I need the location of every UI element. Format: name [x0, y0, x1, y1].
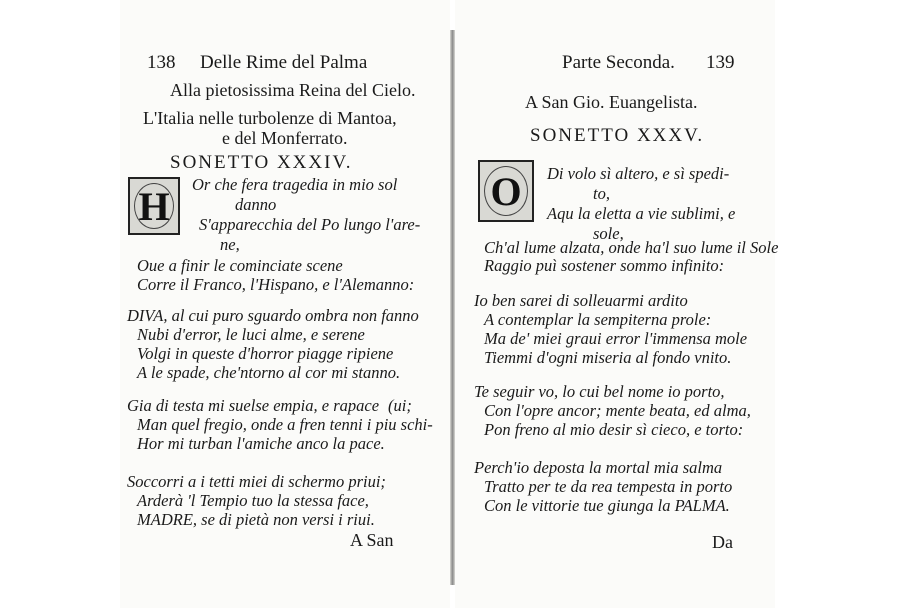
right-running-head: Parte Seconda. — [562, 52, 675, 73]
catchword-right: Da — [712, 532, 733, 552]
poem-title-line-1: L'Italia nelle turbolenze di Mantoa, — [143, 108, 397, 128]
decorated-initial-left — [128, 177, 180, 235]
verse-line: Oue a finir le cominciate scene — [137, 256, 343, 275]
dedication-line: Alla pietosissima Reina del Cielo. — [170, 80, 416, 100]
verse-line: Perch'io deposta la mortal mia salma — [474, 458, 723, 477]
verse-line: Ch'al lume alzata, onde ha'l suo lume il Sole — [484, 238, 779, 257]
verse-line: Or che fera tragedia in mio sol — [192, 175, 398, 194]
decorated-initial-right — [478, 160, 534, 222]
left-running-head: Delle Rime del Palma — [200, 52, 368, 73]
verse-line: Con l'opre ancor; mente beata, ed alma, — [484, 401, 751, 420]
sonnet-heading-left: SONETTO XXXIV. — [170, 152, 353, 173]
verse-line: to, — [593, 184, 610, 203]
left-page-number: 138 — [147, 52, 176, 73]
verse-line: Gia di testa mi suelse empia, e rapace — [127, 396, 380, 415]
verse-line: A contemplar la sempiterna prole: — [484, 310, 712, 329]
verse-line: Corre il Franco, l'Hispano, e l'Alemanno: — [137, 275, 415, 294]
sonnet-heading-right: SONETTO XXXV. — [530, 125, 705, 146]
poem-title-right: A San Gio. Euangelista. — [525, 92, 698, 112]
verse-line: ne, — [220, 235, 240, 254]
verse-line: DIVA, al cui puro sguardo ombra non fanno — [127, 306, 419, 325]
verse-line: Io ben sarei di solleuarmi ardito — [474, 291, 688, 310]
verse-line: Te seguir vo, lo cui bel nome io porto, — [474, 382, 725, 401]
verse-line: MADRE, se di pietà non versi i riui. — [137, 510, 375, 529]
verse-line: Soccorri a i tetti miei di schermo priui; — [127, 472, 386, 491]
verse-line: S'apparecchia del Po lungo l'are- — [199, 215, 421, 234]
verse-line: Di volo sì altero, e sì spedi- — [547, 164, 730, 183]
poem-title-line-2: e del Monferrato. — [222, 128, 348, 148]
verse-line: Arderà 'l Tempio tuo la stessa face, — [137, 491, 369, 510]
verse-line: Ma de' miei graui error l'immensa mole — [484, 329, 748, 348]
verse-turnover: (ui; — [388, 396, 412, 415]
verse-line: Tratto per te da rea tempesta in porto — [484, 477, 733, 496]
verse-line: Con le vittorie tue giunga la PALMA. — [484, 496, 730, 515]
verse-line: Pon freno al mio desir sì cieco, e torto: — [484, 420, 744, 439]
verse-line: A le spade, che'ntorno al cor mi stanno. — [137, 363, 401, 382]
verse-line: Hor mi turban l'amiche anco la pace. — [137, 434, 385, 453]
verse-line: sole, — [593, 224, 624, 243]
decorated-initial-letter: H — [138, 183, 170, 229]
verse-line: Raggio puì sostener sommo infinito: — [484, 256, 725, 275]
verse-line: danno — [235, 195, 277, 214]
right-page-number: 139 — [706, 52, 735, 73]
decorated-initial-letter: O — [490, 168, 522, 214]
verse-line: Tiemmi d'ogni miseria al fondo vnito. — [484, 348, 732, 367]
catchword-left: A San — [350, 530, 394, 550]
verse-line: Nubi d'error, le luci alme, e serene — [137, 325, 365, 344]
verse-line: Man quel fregio, onde a fren tenni i piu schi- — [137, 415, 433, 434]
verse-line: Aqu la eletta a vie sublimi, e — [547, 204, 736, 223]
verse-line: Volgi in queste d'horror piagge ripiene — [137, 344, 394, 363]
